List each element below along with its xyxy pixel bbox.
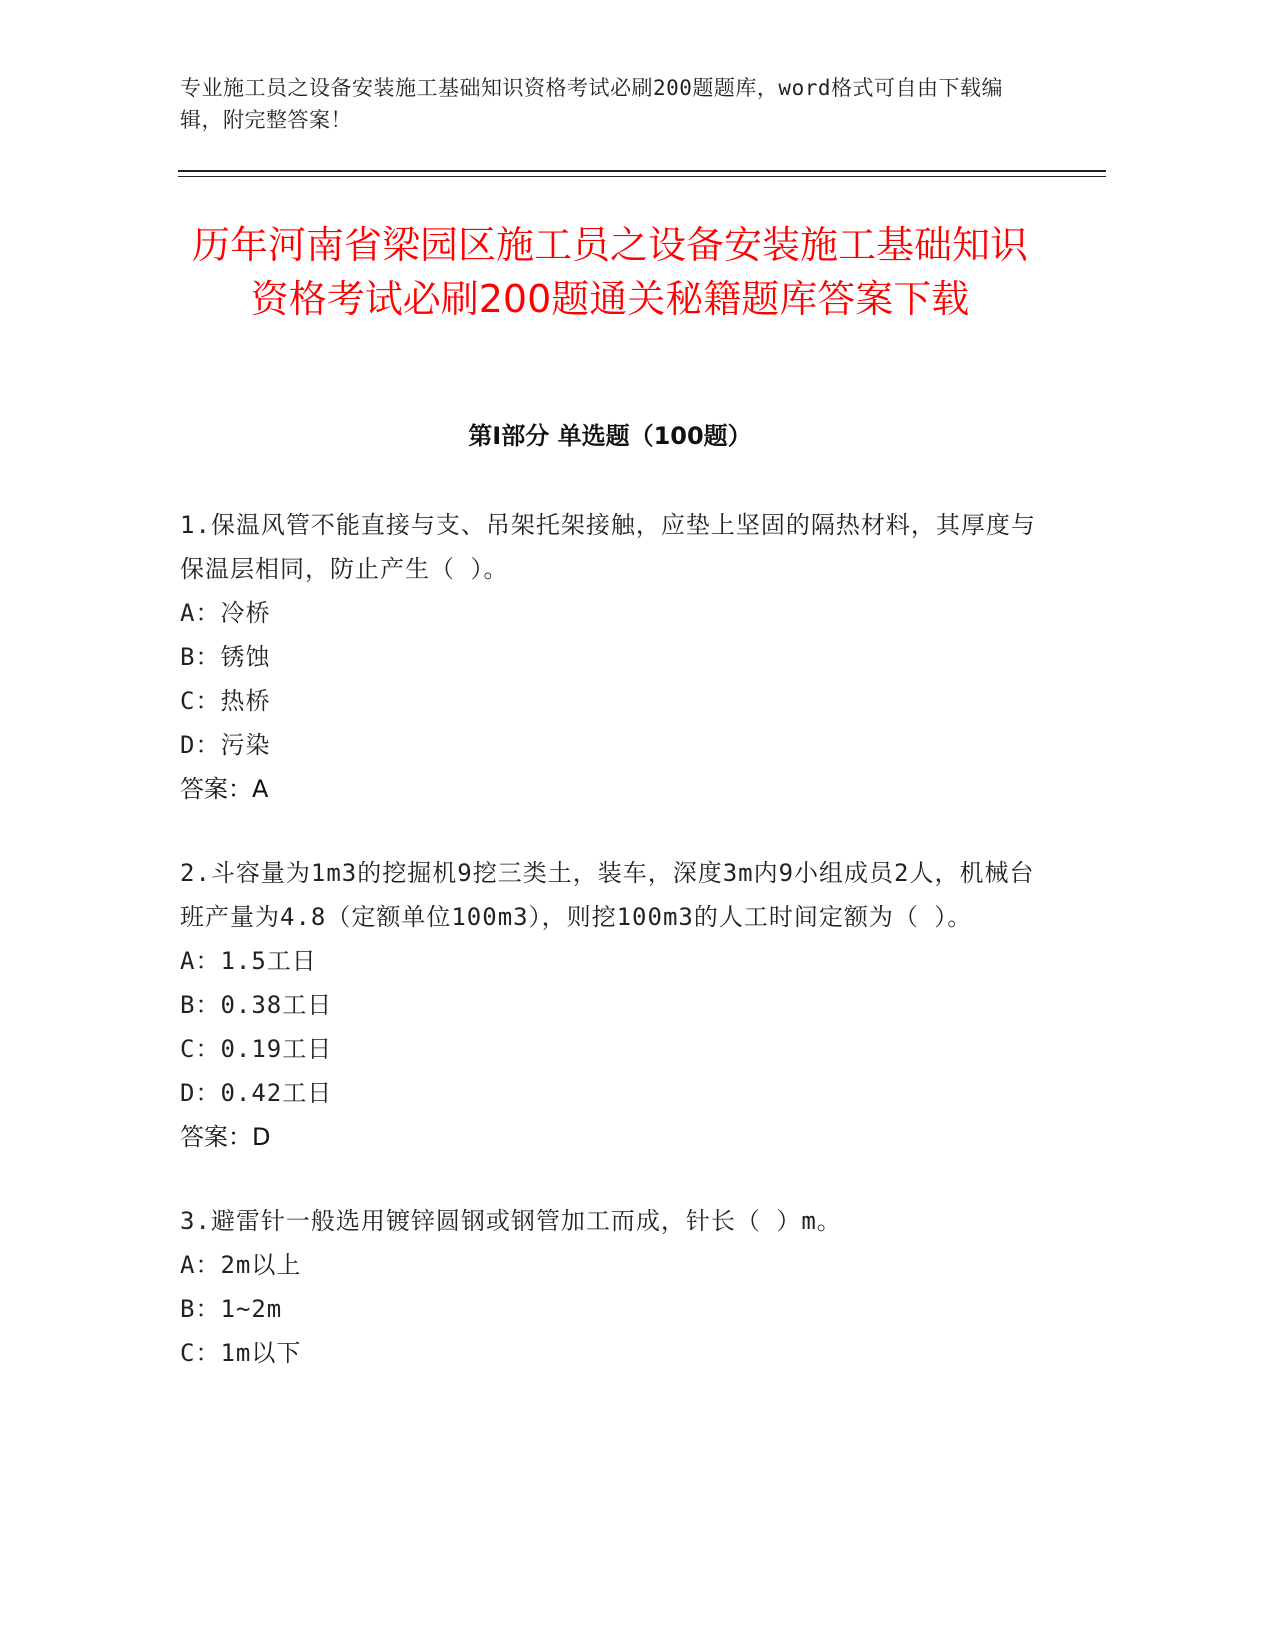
question-item <box>180 1199 1040 1375</box>
question-option: B：1~2m <box>180 1295 283 1323</box>
document-title: 历年河南省梁园区施工员之设备安装施工基础知识资格考试必刷200题通关秘籍题库答案下载 <box>191 223 1028 321</box>
question-option: D：0.42工日 <box>180 1079 333 1107</box>
header-divider-thick <box>178 170 1106 172</box>
question-option: C：1m以下 <box>180 1339 302 1367</box>
question-stem: 1.保温风管不能直接与支、吊架托架接触，应垫上坚固的隔热材料，其厚度与保温层相同，防止产生（ ）。 <box>180 511 1036 583</box>
question-option: D：污染 <box>180 731 271 759</box>
question-option: A：冷桥 <box>180 599 271 627</box>
section-heading: 第Ⅰ部分 单选题（100题） <box>468 422 752 450</box>
question-option: B：0.38工日 <box>180 991 333 1019</box>
question-answer: 答案：D <box>180 1123 271 1151</box>
question-list <box>180 503 1040 1415</box>
question-answer: 答案：A <box>180 775 269 803</box>
question-stem: 3.避雷针一般选用镀锌圆钢或钢管加工而成，针长（ ）m。 <box>180 1207 842 1235</box>
header-note: 专业施工员之设备安装施工基础知识资格考试必刷200题题库，word格式可自由下载编辑，附完整答案！ <box>180 76 1003 132</box>
question-stem: 2.斗容量为1m3的挖掘机9挖三类土，装车，深度3m内9小组成员2人，机械台班产量为4.8（定额单位100m3），则挖100m3的人工时间定额为（ ）。 <box>180 859 1035 931</box>
question-option: A：1.5工日 <box>180 947 317 975</box>
question-item <box>180 851 1040 1159</box>
question-item <box>180 503 1040 811</box>
question-option: C：0.19工日 <box>180 1035 333 1063</box>
question-option: B：锈蚀 <box>180 643 271 671</box>
question-option: A：2m以上 <box>180 1251 302 1279</box>
header-divider-thin <box>178 176 1106 177</box>
question-option: C：热桥 <box>180 687 271 715</box>
